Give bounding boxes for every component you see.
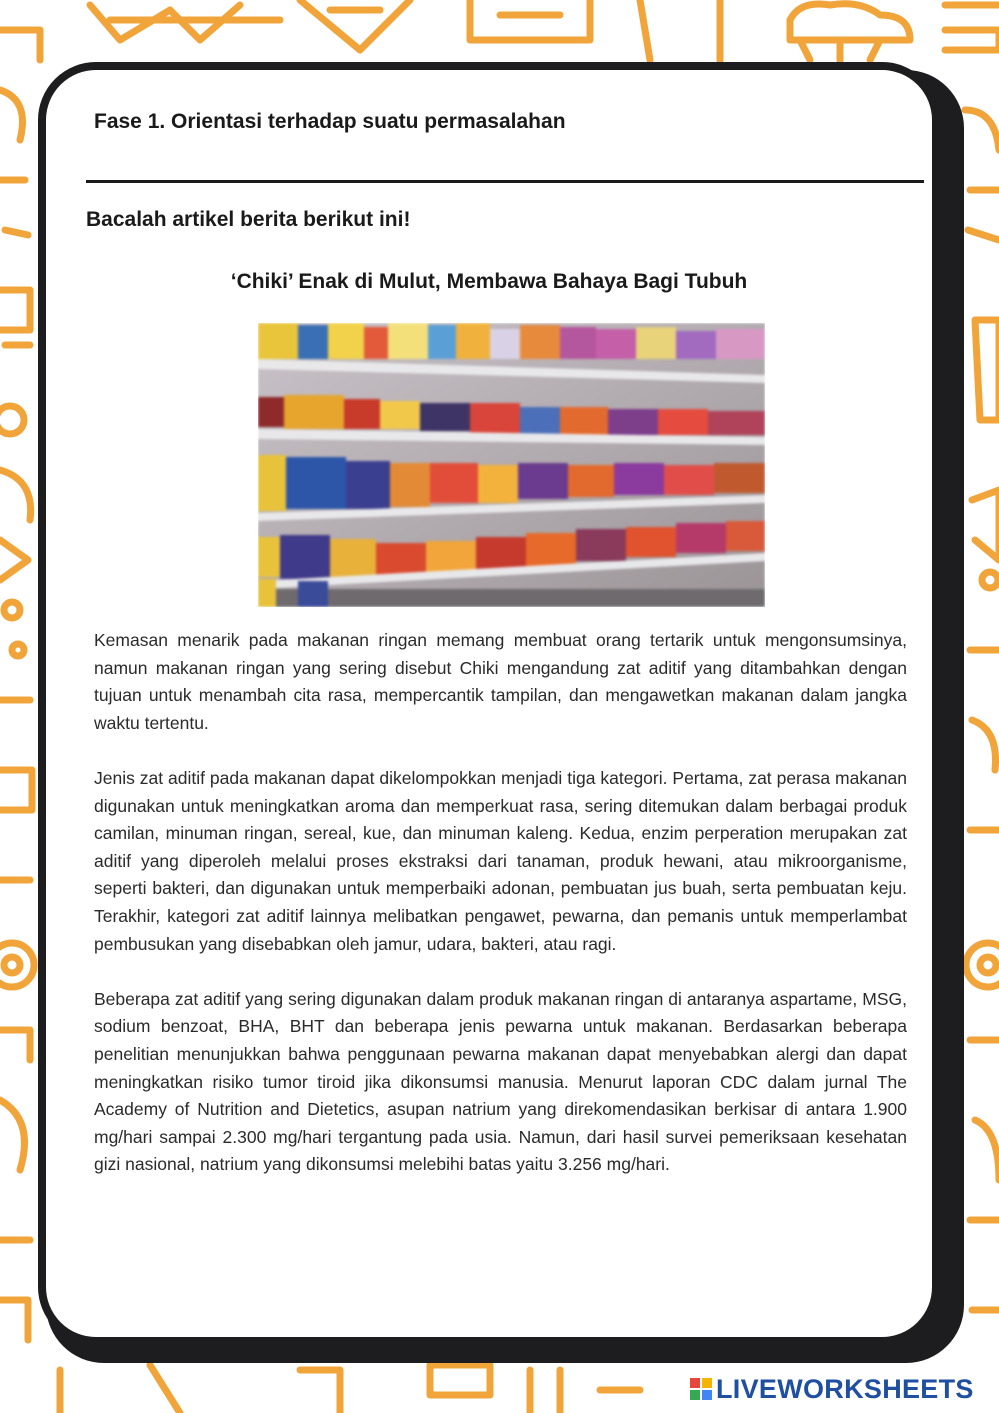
brand-wordmark: LIVEWORKSHEETS — [716, 1373, 974, 1404]
article-paragraph: Jenis zat aditif pada makanan dapat dikelompokkan menjadi tiga kategori. Pertama, zat perasa makanan digunakan untuk meningkatkan aroma dan memperkuat rasa, sering ditemukan dalam berbagai produk camilan, minuman ringan, sereal, kue, dan minuman kaleng. Kedua, enzim perperation merupakan zat aditif yang diperoleh melalui proses ekstraksi dari tanaman, produk hewani, atau mikroorganisme, seperti bakteri, dan digunakan untuk memperbaiki adonan, pembuatan jus buah, serta pembuatan keju. Terakhir, kategori zat aditif lainnya melibatkan pengawet, pewarna, dan pemanis untuk memperlambat pembusukan yang disebabkan oleh jamur, udara, bakteri, atau ragi. — [94, 767, 907, 954]
article-body — [94, 627, 907, 1206]
liveworksheets-logo — [690, 1372, 974, 1406]
article-paragraph: Beberapa zat aditif yang sering digunakan dalam produk makanan ringan di antaranya aspartame, MSG, sodium benzoat, BHA, BHT dan beberapa jenis pewarna untuk makanan. Berdasarkan beberapa penelitian menunjukkan bahwa penggunaan pewarna makanan dapat menyebabkan alergi dan dapat meningkatkan risiko tumor tiroid jika dikonsumsi manusia. Menurut laporan CDC dalam jurnal The Academy of Nutrition and Dietetics, asupan natrium yang direkomendasikan berkisar di antara 1.900 mg/hari sampai 2.300 mg/hari tergantung pada usia. Namun, dari hasil survei pemeriksaan kesehatan gizi nasional, natrium yang dikonsumsi melebihi batas yaitu 3.256 mg/hari. — [94, 988, 907, 1175]
article-paragraph: Kemasan menarik pada makanan ringan memang membuat orang tertarik untuk mengonsumsinya, namun makanan ringan yang sering disebut Chiki mengandung zat aditif yang ditambahkan dengan tujuan untuk menambah cita rasa, mempercantik tampilan, dan mengawetkan makanan dalam jangka waktu tertentu. — [94, 630, 907, 733]
supermarket-shelf-photo — [258, 323, 765, 607]
instruction-heading: Bacalah artikel berita berikut ini! — [86, 208, 411, 231]
divider-line — [86, 180, 924, 183]
article-title: ‘Chiki’ Enak di Mulut, Membawa Bahaya Bagi Tubuh — [230, 270, 748, 293]
worksheet-card — [38, 62, 940, 1345]
liveworksheets-logo-icon — [690, 1378, 712, 1400]
phase-title: Fase 1. Orientasi terhadap suatu permasalahan — [94, 110, 566, 133]
